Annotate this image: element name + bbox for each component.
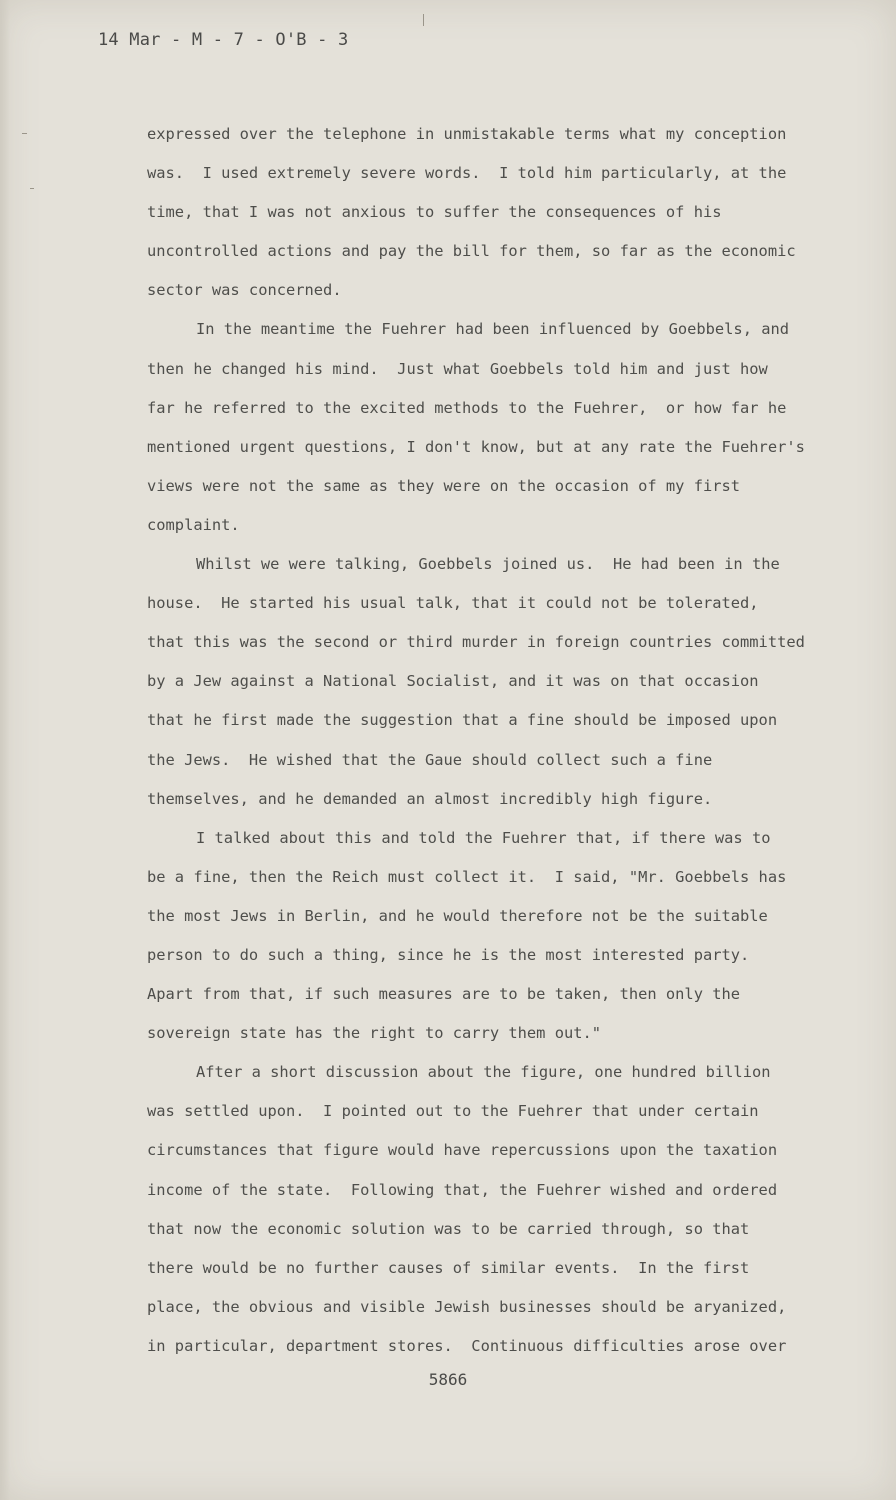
text-line: views were not the same as they were on the occasion of my first	[147, 476, 741, 495]
text-line: in particular, department stores. Continuous difficulties arose over	[147, 1336, 787, 1355]
text-line: by a Jew against a National Socialist, and it was on that occasion	[147, 672, 759, 691]
text-line: that now the economic solution was to be carried through, so that	[147, 1219, 750, 1238]
text-line: complaint.	[147, 515, 240, 534]
text-line: uncontrolled actions and pay the bill for them, so far as the economic	[147, 242, 796, 261]
text-line: there would be no further causes of similar events. In the first	[147, 1258, 750, 1277]
text-line: After a short discussion about the figure, one hundred billion	[196, 1063, 771, 1082]
text-line: the Jews. He wished that the Gaue should collect such a fine	[147, 750, 713, 769]
text-line: person to do such a thing, since he is the most interested party.	[147, 945, 750, 964]
text-line: far he referred to the excited methods to the Fuehrer, or how far he	[147, 398, 787, 417]
text-line: mentioned urgent questions, I don't know, but at any rate the Fuehrer's	[147, 437, 805, 456]
transcript-body	[147, 115, 847, 1366]
text-line: be a fine, then the Reich must collect it. I said, "Mr. Goebbels has	[147, 867, 787, 886]
margin-mark	[30, 188, 34, 189]
text-line: Apart from that, if such measures are to be taken, then only the	[147, 985, 741, 1004]
text-line: the most Jews in Berlin, and he would therefore not be the suitable	[147, 906, 768, 925]
text-line: Whilst we were talking, Goebbels joined us. He had been in the	[196, 555, 780, 574]
text-line: time, that I was not anxious to suffer the consequences of his	[147, 203, 722, 222]
text-line: circumstances that figure would have repercussions upon the taxation	[147, 1141, 778, 1160]
text-line: sector was concerned.	[147, 281, 342, 300]
text-line: that he first made the suggestion that a fine should be imposed upon	[147, 711, 778, 730]
text-line: I talked about this and told the Fuehrer that, if there was to	[196, 828, 771, 847]
margin-mark	[423, 14, 424, 26]
page-edge-shadow	[0, 0, 10, 1500]
text-line: sovereign state has the right to carry them out."	[147, 1024, 602, 1043]
text-line: then he changed his mind. Just what Goebbels told him and just how	[147, 359, 768, 378]
text-line: place, the obvious and visible Jewish businesses should be aryanized,	[147, 1297, 787, 1316]
page-number: 5866	[428, 1370, 468, 1389]
text-line: was settled upon. I pointed out to the Fuehrer that under certain	[147, 1102, 759, 1121]
text-line: house. He started his usual talk, that it could not be tolerated,	[147, 594, 759, 613]
text-line: was. I used extremely severe words. I told him particularly, at the	[147, 164, 787, 183]
text-line: expressed over the telephone in unmistakable terms what my conception	[147, 125, 787, 143]
text-line: that this was the second or third murder in foreign countries committed	[147, 633, 805, 652]
text-line: income of the state. Following that, the Fuehrer wished and ordered	[147, 1180, 778, 1199]
page-header-reference: 14 Mar - M - 7 - O'B - 3	[98, 30, 349, 50]
text-line: In the meantime the Fuehrer had been influenced by Goebbels, and	[196, 320, 790, 339]
text-line: themselves, and he demanded an almost incredibly high figure.	[147, 789, 713, 808]
margin-mark	[22, 133, 27, 134]
